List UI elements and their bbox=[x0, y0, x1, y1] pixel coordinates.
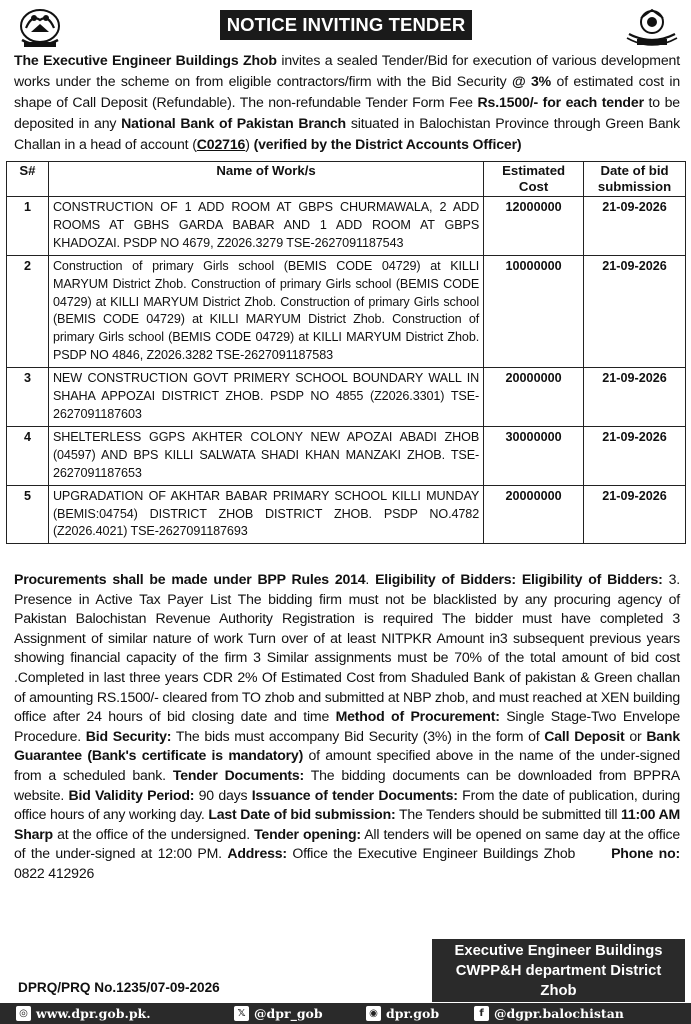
terms-text: The bidding documents can be downloaded from BPPRA website. bbox=[14, 766, 680, 803]
terms-text: Single Stage-Two Envelope Procedure. bbox=[14, 708, 680, 744]
terms-heading: Call Deposit bbox=[544, 727, 625, 744]
footer-facebook[interactable] bbox=[474, 1005, 624, 1022]
terms-text: The bids must accompany Bid Security (3%) in the form of bbox=[171, 727, 545, 744]
header bbox=[0, 0, 691, 52]
footer-twitter-text: @dpr_gob bbox=[254, 1006, 323, 1021]
terms-text: . bbox=[365, 571, 376, 587]
footer-website[interactable] bbox=[16, 1005, 151, 1022]
table-row bbox=[7, 426, 686, 485]
cell-date: 21-09-2026 bbox=[584, 485, 686, 544]
footer-facebook-text: @dgpr.balochistan bbox=[494, 1006, 624, 1021]
cell-cost: 12000000 bbox=[484, 197, 584, 256]
cell-date: 21-09-2026 bbox=[584, 426, 686, 485]
signature-line: Zhob bbox=[540, 983, 577, 999]
intro-paragraph bbox=[14, 50, 680, 155]
cell-sn: 2 bbox=[7, 255, 49, 367]
header-date: Date of bid submission bbox=[584, 162, 686, 197]
globe-icon: ◎ bbox=[16, 1006, 31, 1021]
terms-text: From the date of publication, during office hours of any working day. bbox=[14, 786, 681, 823]
page-title: NOTICE INVITING TENDER bbox=[220, 10, 472, 40]
terms-heading: Bid Security: bbox=[85, 727, 172, 744]
cell-cost: 20000000 bbox=[484, 368, 584, 427]
government-seal-logo bbox=[623, 6, 681, 52]
intro-verification: (verified by the District Accounts Officer) bbox=[253, 136, 522, 152]
terms-heading: 11:00 AM Sharp bbox=[14, 806, 680, 842]
footer-website-text: www.dpr.gob.pk. bbox=[36, 1006, 151, 1021]
twitter-icon: 𝕏 bbox=[234, 1006, 249, 1021]
cell-name: Construction of primary Girls school (BEMIS CODE 04729) at KILLI MARYUM District Zhob. Construction of primary Girls school (BEMIS CODE 04729) at KILLI MARYUM District Zhob. Construction of primary Girls school (BEMIS CODE 04729) at KILLI MARYUM District Zhob. Construction of primary Girls school (BEMIS CODE 04729) at KILLI MARYUM District Zhob. PSDP NO 4846, Z2026.3282 TSE-2627091187583 bbox=[48, 255, 483, 367]
cell-sn: 4 bbox=[7, 426, 49, 485]
header-name: Name of Work/s bbox=[48, 162, 483, 197]
table-header-row bbox=[7, 162, 686, 197]
intro-bid-security: @ 3% bbox=[511, 73, 552, 89]
balochistan-emblem-logo bbox=[14, 6, 66, 52]
works-table bbox=[6, 161, 686, 544]
cell-cost: 10000000 bbox=[484, 255, 584, 367]
table-row bbox=[7, 255, 686, 367]
intro-bank: National Bank of Pakistan Branch bbox=[121, 115, 347, 131]
dprq-number: DPRQ/PRQ No.1235/07-09-2026 bbox=[18, 980, 220, 995]
terms-text: at the office of the undersigned. bbox=[52, 825, 255, 842]
intro-text: to be deposited in any bbox=[14, 94, 680, 131]
footer-instagram[interactable] bbox=[366, 1005, 439, 1022]
intro-text: situated in Balochistan Province through Green Bank Challan in a head of account ( bbox=[14, 115, 681, 152]
terms-text: of amount specified above in the name of the under-signed from a scheduled bank. bbox=[14, 747, 680, 783]
cell-name: UPGRADATION OF AKHTAR BABAR PRIMARY SCHOOL KILLI MUNDAY (BEMIS:04754) DISTRICT ZHOB DISTRICT ZHOB. PSDP NO.4782 (Z2026.4021) TSE-2627091187693 bbox=[48, 485, 483, 544]
intro-text: invites a sealed Tender/Bid for execution of various development works under the scheme on from eligible contractors/firm with the Bid Security bbox=[14, 52, 681, 89]
cell-name: SHELTERLESS GGPS AKHTER COLONY NEW APOZAI ABADI ZHOB (04597) AND BPS KILLI SALWATA SHADI KHAN MANZAKI ZHOB. TSE-2627091187653 bbox=[48, 426, 483, 485]
terms-text: or bbox=[624, 727, 647, 744]
terms-text: The Tenders should be submitted till bbox=[395, 806, 621, 823]
cell-sn: 5 bbox=[7, 485, 49, 544]
footer-bar bbox=[0, 1003, 691, 1024]
instagram-icon: ◉ bbox=[366, 1006, 381, 1021]
terms-heading: Tender Documents: bbox=[172, 766, 305, 783]
cell-date: 21-09-2026 bbox=[584, 197, 686, 256]
header-sn: S# bbox=[7, 162, 49, 197]
phone-number: 0822 412926 bbox=[14, 864, 95, 881]
terms-heading: Procurements shall be made under BPP Rules 2014 bbox=[14, 571, 366, 587]
intro-issuer: The Executive Engineer Buildings Zhob bbox=[14, 52, 277, 68]
phone-label: Phone no: bbox=[611, 845, 680, 862]
terms-heading: Issuance of tender Documents: bbox=[251, 786, 458, 803]
signature-line: Executive Engineer Buildings bbox=[454, 943, 663, 959]
signature-block bbox=[432, 939, 685, 1002]
cell-cost: 20000000 bbox=[484, 485, 584, 544]
terms-heading: Tender opening: bbox=[254, 825, 361, 842]
intro-text: ) bbox=[245, 136, 254, 152]
terms-heading: Bank Guarantee (Bank's certificate is mandatory) bbox=[14, 727, 680, 764]
table-row bbox=[7, 485, 686, 544]
terms-text: Office the Executive Engineer Buildings Zhob bbox=[286, 845, 576, 862]
intro-account-head: C02716 bbox=[196, 136, 246, 152]
terms-text: 3. Presence in Active Tax Payer List The bidding firm must not be blacklisted by any procuring agency of Pakistan Balochistan Revenue Authority Registration is required The bidder must have completed 3 Assignment of similar nature of work Turn over of at least NITPKR Amount in3 subsequent previous years showing financial capacity of the firm 3 Similar assignments must be 70% of the total amount of bid cost .Completed in last three years CDR 2% Of Estimated Cost from Shaduled Bank of pakistan & Green challan of amounting RS.1500/- cleared from TO zhob and submitted at NBP zhob, and must reached at XEN building office after 24 hours of bid closing date and time bbox=[14, 571, 680, 725]
intro-form-fee: Rs.1500/- for each tender bbox=[477, 94, 644, 110]
terms-heading: Address: bbox=[227, 845, 287, 862]
footer-instagram-text: dpr.gob bbox=[386, 1006, 440, 1021]
terms-heading: Method of Procurement: bbox=[335, 708, 500, 725]
table-row bbox=[7, 368, 686, 427]
cell-name: CONSTRUCTION OF 1 ADD ROOM AT GBPS CHURMAWALA, 2 ADD ROOMS AT GBHS GARDA BABAR AND 1 ADD ROOM AT GBPS KHADOZAI. PSDP NO 4679, Z2026.3279 TSE-2627091187543 bbox=[48, 197, 483, 256]
terms-paragraph bbox=[14, 570, 680, 884]
terms-heading: Bid Validity Period: bbox=[68, 786, 195, 803]
facebook-icon: f bbox=[474, 1006, 489, 1021]
cell-date: 21-09-2026 bbox=[584, 368, 686, 427]
signature-line: CWPP&H department District bbox=[455, 963, 662, 979]
cell-cost: 30000000 bbox=[484, 426, 584, 485]
header-cost: Estimated Cost bbox=[484, 162, 584, 197]
table-row bbox=[7, 197, 686, 256]
cell-name: NEW CONSTRUCTION GOVT PRIMERY SCHOOL BOUNDARY WALL IN SHAHA APPOZAI DISTRICT ZHOB. PSDP NO 4855 (Z2026.3301) TSE-2627091187603 bbox=[48, 368, 483, 427]
cell-date: 21-09-2026 bbox=[584, 255, 686, 367]
intro-text: of estimated cost in shape of Call Deposit (Refundable). The non-refundable Tender Form Fee bbox=[14, 73, 681, 110]
cell-sn: 1 bbox=[7, 197, 49, 256]
terms-heading: Last Date of bid submission: bbox=[208, 806, 396, 823]
footer-twitter[interactable] bbox=[234, 1005, 323, 1022]
terms-text: All tenders will be opened on same day at the office of the under-signed at 12:00 PM. bbox=[14, 825, 680, 862]
terms-text: 90 days bbox=[194, 786, 252, 803]
terms-heading: Eligibility of Bidders: bbox=[375, 571, 516, 587]
terms-heading: Eligibility of Bidders: bbox=[521, 571, 663, 587]
cell-sn: 3 bbox=[7, 368, 49, 427]
